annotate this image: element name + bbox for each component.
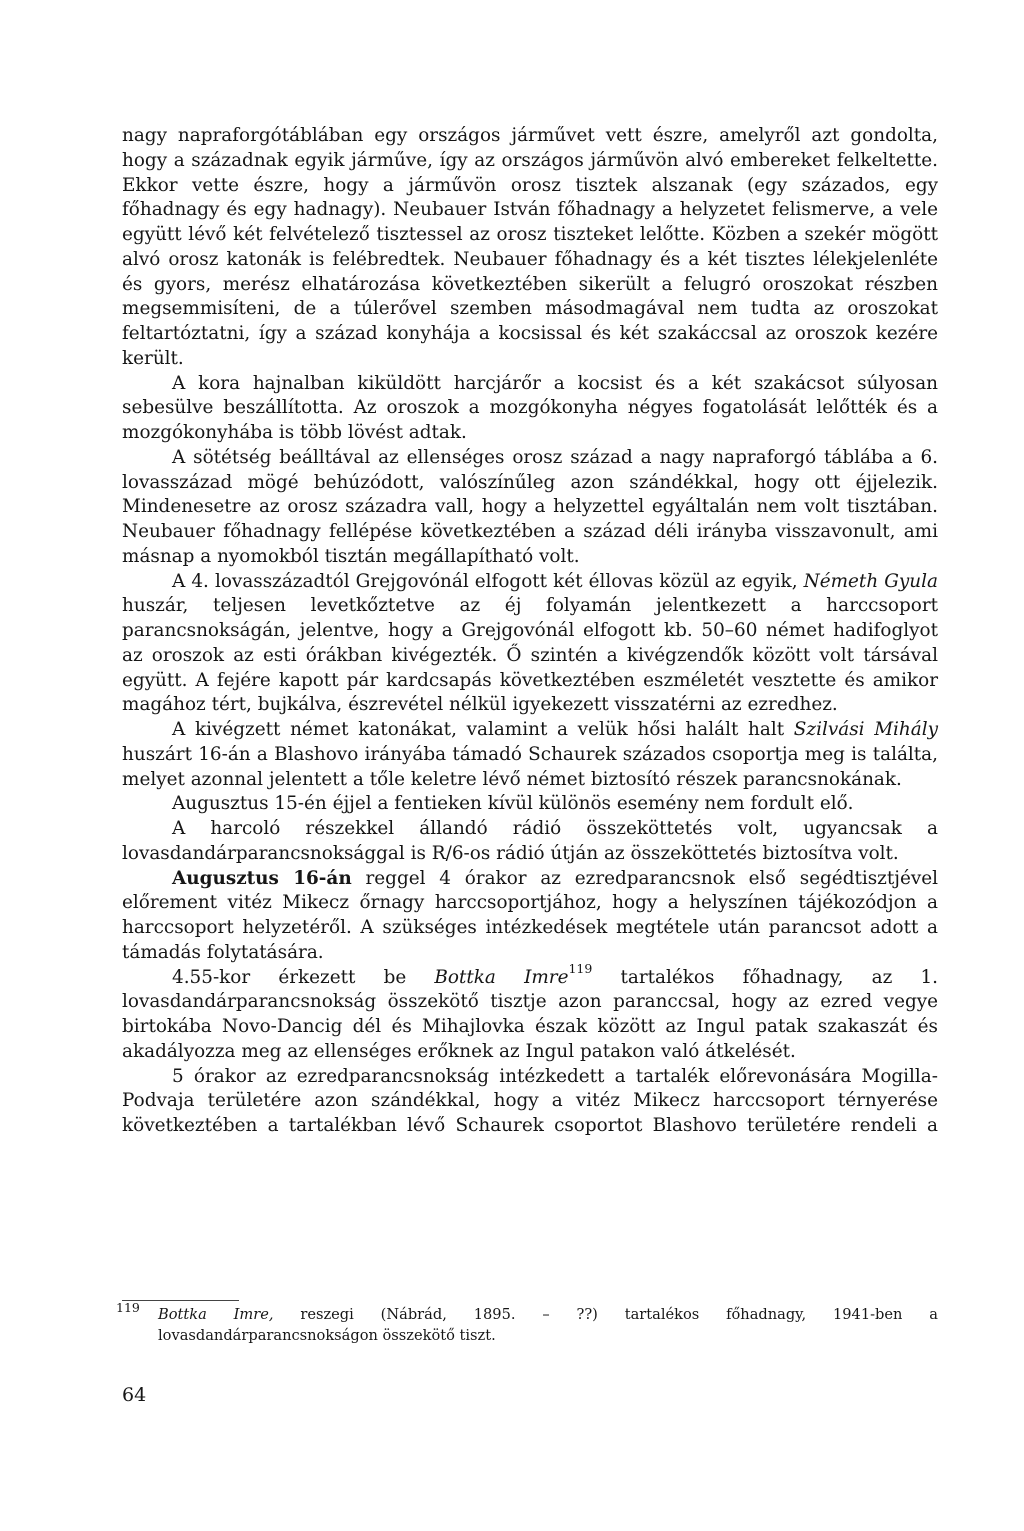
paragraph — [122, 867, 938, 966]
text-run: A sötétség beálltával az ellenséges orosz század a nagy napraforgó táblába a 6. lovasszázad mögé behúzódott, valószínűleg azon szándékkal, hogy ott éjjelezik. Mindenesetre az orosz századra vall, hogy a helyzettel egyáltalán nem volt tisztában. Neubauer főhadnagy fellépése következtében a század déli irányba visszavonult, ami másnap a nyomokból tisztán megállapítható volt. — [122, 446, 938, 567]
text-run: nagy napraforgótáblában egy országos járművet vett észre, amelyről azt gondolta, hogy a századnak egyik járműve, így az országos járművön alvó embereket felkeltette. Ekkor vette észre, hogy a járművön orosz tisztek alszanak (egy százados, egy főhadnagy és egy hadnagy). Neubauer István főhadnagy a helyzetet felismerve, a vele együtt lévő két felvételező tisztessel az orosz tiszteket lelőtte. Közben a szekér mögött alvó orosz katonák is felébredtek. Neubauer főhadnagy és a két tisztes lélekjelenléte és gyors, merész elhatározása következtében sikerült a felugró oroszokat részben megsemmisíteni, de a túlerővel szemben másodmagával nem tudta az oroszokat feltartóztatni, így a század konyhája a kocsissal és két szakáccsal az oroszok kezére került. — [122, 125, 938, 369]
paragraph — [122, 792, 938, 817]
text-run: A kivégzett német katonákat, valamint a velük hősi halált halt — [172, 719, 794, 740]
emphasized-text: Augusztus 16-án — [172, 867, 352, 889]
footnote-name: Bottka Imre, — [158, 1306, 274, 1323]
text-run: A harcoló részekkel állandó rádió összeköttetés volt, ugyancsak a lovasdandárparancsnoksággal is R/6-os rádió útján az összeköttetés biztosítva volt. — [122, 818, 938, 864]
paragraph — [122, 718, 938, 792]
paragraph — [122, 372, 938, 446]
body-text — [122, 124, 938, 1139]
footnote — [116, 1300, 939, 1346]
paragraph — [122, 1065, 938, 1139]
footnote-reference: 119 — [568, 961, 593, 977]
text-run: huszár, teljesen levetkőztetve az éj folyamán jelentkezett a harccsoport parancsnokságán, jelentve, hogy a Grejgovónál elfogott kb. 50–60 német hadifoglyot az oroszok az esti órákban kivégezték. Ő szintén a kivégzendők között volt társával együtt. A fejére kapott pár kardcsapás következtében eszméletét vesztette és amikor magához tért, bujkálva, észrevétel nélkül igyekezett visszatérni az ezredhez. — [122, 595, 938, 716]
emphasized-text: Németh Gyula — [803, 570, 939, 592]
paragraph — [122, 961, 939, 1065]
emphasized-text: Bottka Imre — [434, 966, 569, 988]
text-run: Augusztus 15-én éjjel a fentieken kívül különös esemény nem fordult elő. — [172, 793, 854, 815]
text-run: 4.55-kor érkezett be — [172, 966, 435, 988]
paragraph — [122, 446, 938, 570]
paragraph — [122, 570, 938, 719]
text-run: 5 órakor az ezredparancsnokság intézkedett a tartalék előrevonására Mogilla-Podvaja területére azon szándékkal, hogy a vitéz Mikecz harccsoport térnyerése következtében a tartalékban lévő Schaurek csoportot Blashovo területére rendeli a — [122, 1065, 938, 1136]
page-body — [122, 124, 938, 1139]
footnote-text — [158, 1304, 938, 1346]
paragraph — [122, 124, 938, 372]
page-number: 64 — [122, 1384, 147, 1406]
emphasized-text: Szilvási Mihály — [793, 719, 938, 740]
text-run: A kora hajnalban kiküldött harcjárőr a kocsist és a két szakácsot súlyosan sebesülve beszállította. Az oroszok a mozgókonyha négyes fogatolását lelőtték és a mozgókonyhába is több lövést adtak. — [122, 372, 938, 443]
footnote-body: reszegi (Nábrád, 1895. – ??) tartalékos főhadnagy, 1941-ben a lovasdandárparancsnokságon összekötő tiszt. — [158, 1306, 939, 1344]
paragraph — [122, 817, 938, 867]
text-run: A 4. lovasszázadtól Grejgovónál elfogott két éllovas közül az egyik, — [172, 570, 804, 592]
text-run: huszárt 16-án a Blashovo irányába támadó Schaurek százados csoportja meg is találta, melyet azonnal jelentett a tőle keletre lévő német biztosító részek parancsnokának. — [122, 743, 938, 790]
footnote-marker: 119 — [116, 1300, 140, 1315]
text-run: tartalékos főhadnagy, az 1. lovasdandárparancsnokság összekötő tisztje azon paranccsal, hogy az ezred vegye birtokába Novo-Dancig dél és Mihajlovka észak között az Ingul patak szakaszát és akadályozza meg az ellenséges erőknek az Ingul patakon való átkelését. — [122, 966, 939, 1062]
text-run: reggel 4 órakor az ezredparancsnok első segédtisztjével előrement vitéz Mikecz őrnagy harccsoportjához, hogy a helyszínen tájékozódjon a harccsoport helyzetéről. A szükséges intézkedések megtétele után parancsot adott a támadás folytatására. — [122, 867, 938, 963]
